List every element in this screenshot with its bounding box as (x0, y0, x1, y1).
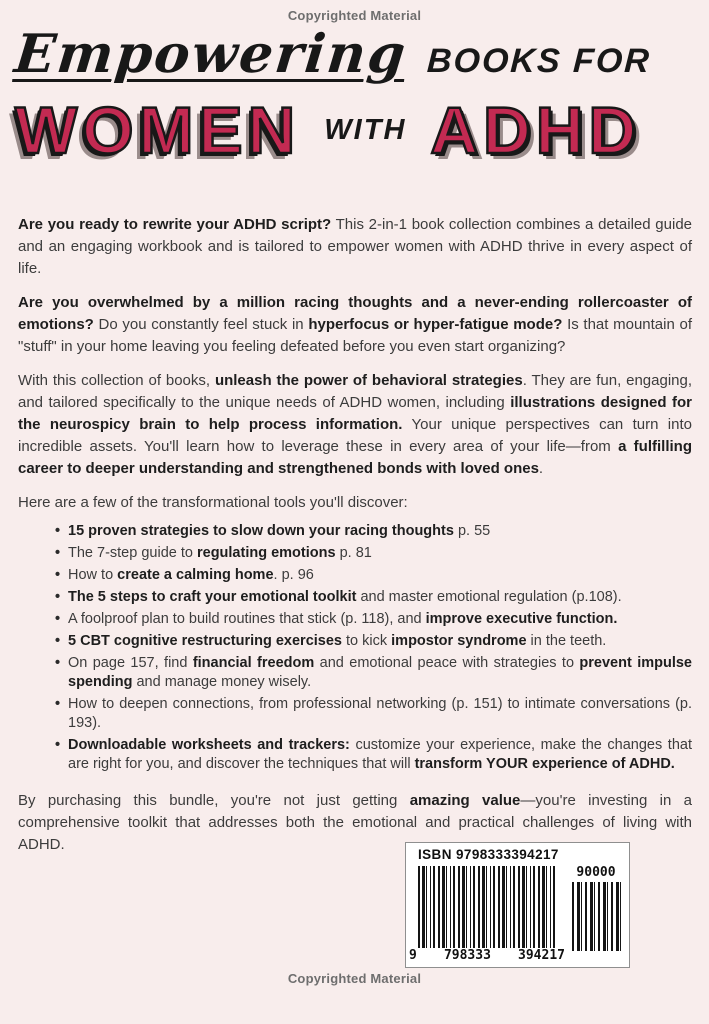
text-segment: . (538, 460, 544, 477)
list-item (55, 736, 692, 774)
text-segment: This 2-in-1 book collection combines a detailed guide and an engaging workbook and is tailored to empower women with ADHD thrive in every aspect of life. (18, 216, 693, 277)
text-segment: By purchasing this bundle, you're not just getting (18, 792, 410, 809)
list-item (55, 695, 692, 733)
text-segment: prevent impulse spending (68, 655, 692, 690)
text-segment: . p. 96 (273, 567, 314, 583)
list-item-text (68, 522, 692, 541)
barcode-bars-main (418, 866, 558, 948)
text-segment: to kick (342, 633, 392, 649)
list-item-text (68, 544, 692, 563)
list-item-text (68, 654, 692, 692)
title-line-1 (11, 23, 699, 85)
paragraph-hook (18, 214, 692, 280)
text-segment: customize your experience, make the changes that are right for you, and discover the techniques that will (68, 737, 692, 772)
text-segment: Are you overwhelmed by a million racing thoughts and a never-ending rollercoaster of emotions? (18, 294, 692, 333)
paragraph-solution (18, 370, 692, 480)
list-item-text (68, 588, 692, 607)
list-item (55, 566, 692, 585)
text-segment: illustrations designed for the neurospicy brain to help process information. (18, 394, 693, 433)
list-item-text (68, 736, 692, 774)
paragraph-pain-points (18, 292, 692, 358)
title-line-2 (15, 94, 699, 166)
bullet-icon: • (55, 523, 61, 539)
list-item (55, 588, 692, 607)
barcode-digit-lead: 9 (409, 948, 417, 963)
discover-list (18, 522, 692, 774)
cover-title (11, 23, 699, 167)
list-item (55, 544, 692, 563)
text-segment: With this collection of books, (18, 372, 215, 389)
list-item-text (68, 566, 692, 585)
text-segment: —you're investing in a comprehensive toolkit that addresses both the emotional and practical challenges of living with ADHD. (18, 792, 692, 853)
text-segment: impostor syndrome (391, 633, 527, 649)
bullet-icon: • (55, 737, 61, 753)
title-word-adhd: ADHD (430, 93, 642, 167)
list-item-text (68, 695, 692, 733)
text-segment: and emotional peace with strategies to (314, 655, 580, 671)
text-segment: The 7-step guide to (68, 545, 197, 561)
list-item-text (68, 610, 692, 629)
copyright-notice-bottom: Copyrighted Material (287, 971, 422, 986)
list-item (55, 522, 692, 541)
text-segment: Do you constantly feel stuck in (93, 316, 309, 333)
text-segment: How to (68, 567, 118, 583)
text-segment: and master emotional regulation (p.108). (356, 589, 622, 605)
text-segment: improve executive function. (425, 611, 618, 627)
text-segment: transform YOUR experience of ADHD. (414, 756, 675, 772)
bullet-icon: • (55, 633, 61, 649)
barcode-digits (408, 948, 566, 963)
text-segment: hyperfocus or hyper-fatigue mode? (308, 316, 563, 333)
bullet-icon: • (55, 696, 61, 712)
text-segment: 5 CBT cognitive restructuring exercises (68, 633, 342, 649)
list-item (55, 632, 692, 651)
text-segment: p. 81 (335, 545, 372, 561)
text-segment: Your unique perspectives can turn into incredible assets. You'll learn how to leverage these in every area of your life—from (18, 416, 692, 455)
list-intro (18, 492, 692, 514)
text-segment: regulating emotions (196, 545, 336, 561)
text-segment: Here are a few of the transformational tools you'll discover: (18, 494, 408, 511)
list-item (55, 654, 692, 692)
text-segment: amazing value (409, 792, 521, 809)
isbn-barcode (405, 842, 630, 968)
text-segment: a fulfilling career to deeper understanding and strengthened bonds with loved ones (18, 438, 692, 477)
bullet-icon: • (55, 655, 61, 671)
bullet-icon: • (55, 589, 61, 605)
text-segment: How to deepen connections, from professional networking (p. 151) to intimate conversations (p. 193). (68, 696, 692, 731)
title-word-with: WITH (324, 113, 407, 146)
text-segment: create a calming home (117, 567, 274, 583)
barcode-bars-supplement (572, 882, 622, 951)
text-segment: Is that mountain of "stuff" in your home leaving you feeling defeated before you even start organizing? (18, 316, 692, 355)
bullet-icon: • (55, 545, 61, 561)
list-item (55, 610, 692, 629)
title-word-empowering: Empowering (11, 23, 411, 85)
text-segment: in the teeth. (526, 633, 607, 649)
text-segment: The 5 steps to craft your emotional toolkit (68, 589, 357, 605)
barcode-digit-group-2: 394217 (518, 948, 565, 963)
text-segment: Are you ready to rewrite your ADHD script? (18, 216, 332, 233)
isbn-number-label: ISBN 9798333394217 (418, 847, 559, 862)
text-segment: A foolproof plan to build routines that stick (p. 118), and (68, 611, 426, 627)
back-cover-copy (18, 214, 692, 868)
text-segment: 15 proven strategies to slow down your racing thoughts (68, 523, 454, 539)
text-segment: p. 55 (453, 523, 491, 539)
barcode-supplement-digits: 90000 (576, 865, 616, 880)
bullet-icon: • (55, 611, 61, 627)
text-segment: financial freedom (192, 655, 315, 671)
text-segment: and manage money wisely. (132, 674, 312, 690)
text-segment: . They are fun, engaging, and tailored specifically to the unique needs of ADHD women, including (18, 372, 693, 411)
title-word-women: WOMEN (15, 93, 301, 167)
text-segment: unleash the power of behavioral strategies (214, 372, 523, 389)
copyright-notice-top: Copyrighted Material (287, 8, 422, 23)
bullet-icon: • (55, 567, 61, 583)
text-segment: On page 157, find (68, 655, 193, 671)
title-words-books-for: BOOKS FOR (425, 42, 652, 80)
list-item-text (68, 632, 692, 651)
barcode-digit-group-1: 798333 (443, 948, 491, 963)
text-segment: Downloadable worksheets and trackers: (68, 737, 350, 753)
